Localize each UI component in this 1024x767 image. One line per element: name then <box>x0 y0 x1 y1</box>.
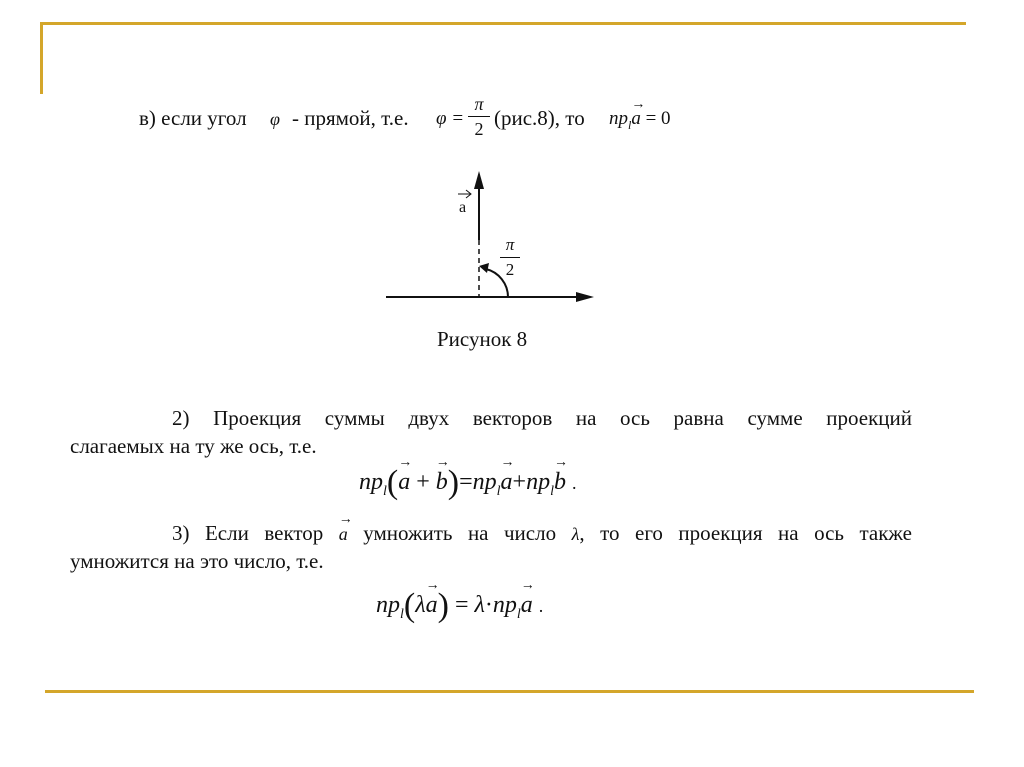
p3-formula <box>376 587 543 625</box>
p2-equals: = <box>459 469 473 495</box>
frame-left-line <box>40 22 43 94</box>
vector-a-arrowhead <box>474 171 484 189</box>
p3-text-b: умножить на число <box>363 521 557 545</box>
p3-pr-sub-2: l <box>516 606 521 622</box>
p2-pr-sub-2: l <box>496 483 501 499</box>
p3-vector-a-2: → a <box>521 592 533 619</box>
p3-line1 <box>172 520 912 547</box>
angle-denominator: 2 <box>505 260 515 279</box>
phi-equals: φ = <box>436 108 465 129</box>
axis-arrowhead <box>576 292 594 302</box>
p3-lambda-2: λ <box>474 592 485 618</box>
equals-zero: = 0 <box>645 108 671 129</box>
figure-caption: Рисунок 8 <box>437 327 528 351</box>
p3-dot: · <box>484 592 493 618</box>
p3-line2: умножится на это число, т.е. <box>70 549 324 573</box>
angle-arc-arrowhead <box>479 263 489 273</box>
p3-lambda-f: λ <box>415 592 426 618</box>
p2-vector-b-2: → b <box>554 469 566 496</box>
p2-pr-3: np <box>526 469 551 495</box>
close-paren: ) <box>447 464 460 501</box>
p3-period: . <box>538 596 544 616</box>
p2-vector-b: → b <box>436 469 448 496</box>
fraction-denominator: 2 <box>474 119 484 139</box>
p2-formula <box>359 464 576 502</box>
p2-pr-2: np <box>472 469 497 495</box>
fraction-pi-over-2 <box>468 94 490 139</box>
angle-fraction-bar <box>500 257 520 258</box>
frame-top-line <box>40 22 966 25</box>
p2-pr-sub: l <box>383 483 387 499</box>
p2-pr: np <box>359 469 383 495</box>
p3-text-a: 3) Если вектор <box>172 521 324 545</box>
p3-vector-a-f: → a <box>426 592 438 619</box>
figure-label-a: a <box>459 199 467 216</box>
angle-numerator: π <box>505 235 515 254</box>
figure-8-diagram <box>380 165 610 310</box>
p3-close-paren: ) <box>437 587 449 624</box>
figure-angle-label <box>500 235 520 280</box>
line1-ref: (рис.8), то <box>494 106 585 130</box>
fraction-numerator: π <box>474 94 484 114</box>
pr-subscript: l <box>628 117 632 132</box>
p3-pr: np <box>376 592 400 618</box>
p3-text-c: , то его проекция на ось также <box>579 521 912 545</box>
p2-plus-2: + <box>512 469 527 495</box>
p2-vector-a: → a <box>398 469 410 496</box>
vector-a: → a <box>631 107 641 131</box>
p2-vector-a-2: → a <box>501 469 513 496</box>
p3-pr-sub: l <box>400 606 404 622</box>
phi-symbol: φ <box>270 109 280 129</box>
p2-period: . <box>571 473 577 493</box>
fraction-bar <box>468 116 490 117</box>
projection-expression <box>609 107 671 137</box>
p3-pr-2: np <box>492 592 517 618</box>
frame-bottom-line <box>45 690 974 693</box>
line1-prefix: в) если угол <box>139 106 247 130</box>
p3-vector-a: → a <box>339 521 348 547</box>
p3-open-paren: ( <box>403 587 416 624</box>
line1-mid: - прямой, т.е. <box>292 106 409 130</box>
open-paren: ( <box>386 464 399 501</box>
pr-symbol: np <box>609 108 628 129</box>
p3-equals: = <box>454 592 469 618</box>
p2-line2: слагаемых на ту же ось, т.е. <box>70 434 317 458</box>
p2-line1: 2) Проекция суммы двух векторов на ось равна сумме проекций <box>172 406 912 430</box>
p3-lambda: λ <box>571 524 580 544</box>
p2-pr-sub-3: l <box>550 483 554 499</box>
p2-plus: + <box>416 469 430 495</box>
